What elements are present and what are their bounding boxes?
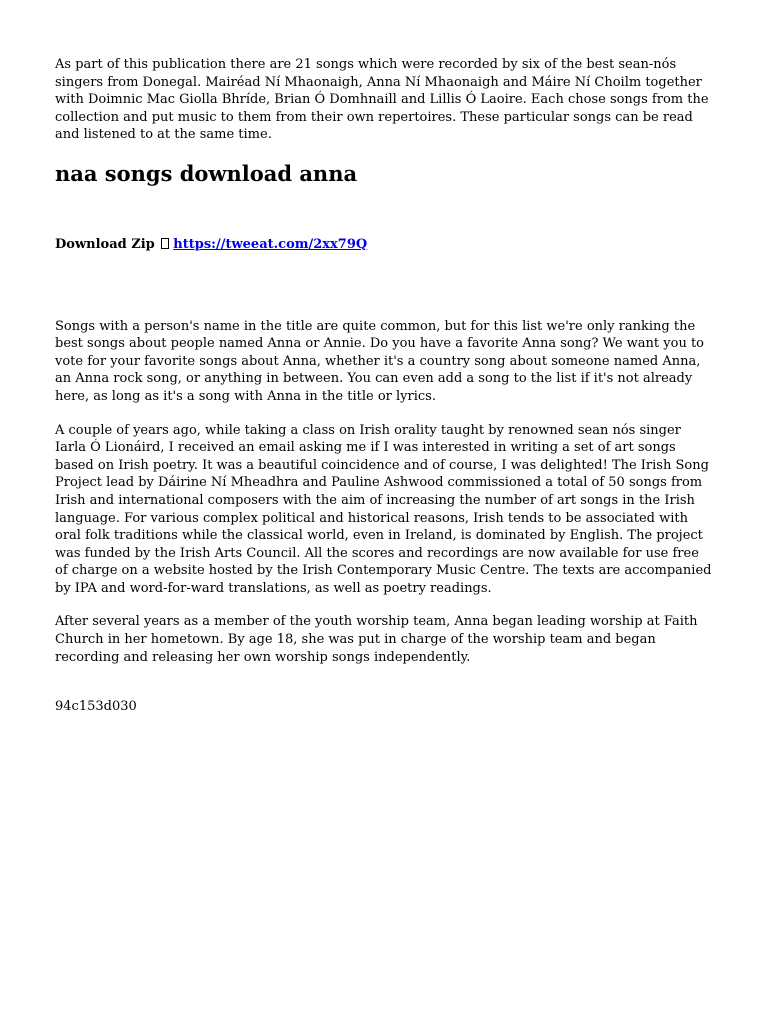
download-line [55, 236, 715, 254]
download-link[interactable]: https://tweeat.com/2xx79Q [173, 236, 368, 252]
footer-code: 94c153d030 [55, 699, 137, 715]
paragraph-irish-song-project: A couple of years ago, while taking a class on Irish orality taught by renowned sean nós singer Iarla Ó Lionáird, I received an email asking me if I was interested in writing a set of art songs based on Irish poetry. It was a beautiful coincidence and of course, I was delighted! The Irish Song Project lead by Dáirine Ní Mheadhra and Pauline Ashwood commissioned a total of 50 songs from Irish and international composers with the aim of increasing the number of art songs in the Irish language. For various complex political and historical reasons, Irish tends to be associated with oral folk traditions while the classical world, even in Ireland, is dominated by English. The project was funded by the Irish Arts Council. All the scores and recordings are now available for use free of charge on a website hosted by the Irish Contemporary Music Centre. The texts are accompanied by IPA and word-for-ward translations, as well as poetry readings. [55, 422, 712, 596]
paragraph-anna-songs: Songs with a person's name in the title are quite common, but for this list we're only ranking the best songs about people named Anna or Annie. Do you have a favorite Anna song? We want you to vote for your favorite songs about Anna, whether it's a country song about someone named Anna, an Anna rock song, or anything in between. You can even add a song to the list if it's not already here, as long as it's a song with Anna in the title or lyrics. [55, 318, 705, 404]
intro-paragraph: As part of this publication there are 21 songs which were recorded by six of the best sean-nós singers from Donegal. Mairéad Ní Mhaonaigh, Anna Ní Mhaonaigh and Máire Ní Choilm together with Doimnic Mac Giolla Bhríde, Brian Ó Domhnaill and Lillis Ó Laoire. Each chose songs from the collection and put music to them from their own repertoires. These particular songs can be read and listened to at the same time. [55, 57, 709, 143]
download-label: Download Zip [55, 236, 155, 252]
paragraph-worship: After several years as a member of the youth worship team, Anna began leading worship at Faith Church in her hometown. By age 18, she was put in charge of the worship team and began recording and releasing her own worship songs independently. [55, 614, 698, 665]
unrendered-glyph-icon [161, 238, 169, 249]
page-title: naa songs download anna [55, 160, 358, 186]
